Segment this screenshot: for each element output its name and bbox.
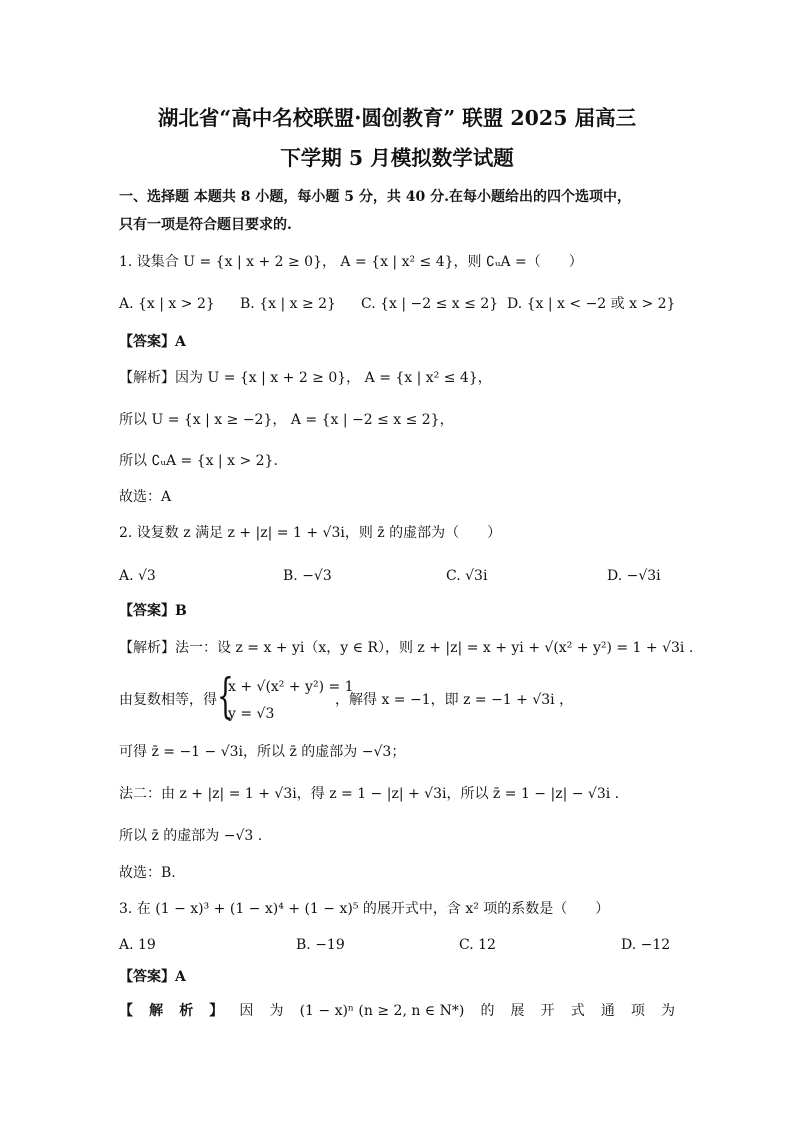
q2-conclusion: 故选：B.: [119, 865, 176, 881]
q3-option-b: B. −19: [296, 937, 345, 953]
explain-char: 式: [570, 1003, 585, 1019]
section-heading-line2: 只有一项是符合题目要求的.: [119, 217, 292, 233]
q2-explain-line3: 可得 z̄ = −1 − √3i，所以 z̄ 的虚部为 −√3；: [119, 744, 406, 760]
q3-option-a: A. 19: [119, 937, 156, 953]
q3-option-d: D. −12: [621, 937, 671, 953]
q1-option-d: D. {x | x < −2 或 x > 2}: [507, 296, 676, 312]
explain-char: 展: [510, 1003, 525, 1019]
q1-explain-line1: 【解析】因为 U = {x | x + 2 ≥ 0}， A = {x | x² ≤ 4}，: [119, 370, 492, 386]
explain-char: 开: [540, 1003, 555, 1019]
q1-stem: 1. 设集合 U = {x | x + 2 ≥ 0}， A = {x | x² ≤ 4}，则 ∁ᵤA =（ ）: [119, 254, 583, 270]
q2-option-d: D. −√3i: [607, 568, 661, 584]
q1-answer: 【答案】A: [119, 334, 186, 350]
q1-option-a: A. {x | x > 2}: [119, 296, 215, 312]
q1-option-c: C. {x | −2 ≤ x ≤ 2}: [361, 296, 499, 312]
explain-char: 解: [149, 1003, 164, 1019]
q2-explain-line4: 法二：由 z + |z| = 1 + √3i，得 z = 1 − |z| + √3i，所以 z̄ = 1 − |z| − √3i .: [119, 786, 620, 802]
explain-char: 项: [630, 1003, 645, 1019]
q1-explain-line3: 所以 ∁ᵤA = {x | x > 2}.: [119, 453, 278, 469]
explain-char: 为: [661, 1003, 675, 1019]
q3-explain-line1: [119, 1002, 675, 1020]
explain-char: 的: [480, 1003, 495, 1019]
q2-explain-prefix: 由复数相等，得: [119, 692, 217, 708]
explain-char: 析: [179, 1003, 194, 1019]
explain-char: 因: [239, 1003, 254, 1019]
q2-answer: 【答案】B: [119, 603, 187, 619]
equation-system-brace: {: [217, 668, 234, 724]
q1-explain-line2: 所以 U = {x | x ≥ −2}， A = {x | −2 ≤ x ≤ 2}，: [119, 412, 454, 428]
binomial-expression: (1 − x)ⁿ (n ≥ 2, n ∈ N*): [299, 1003, 465, 1019]
q1-option-b: B. {x | x ≥ 2}: [240, 296, 336, 312]
q2-option-c: C. √3i: [446, 568, 488, 584]
section-heading-line1: 一、选择题 本题共 8 小题，每小题 5 分，共 40 分.在每小题给出的四个选项中，: [119, 189, 631, 205]
q3-answer: 【答案】A: [119, 969, 186, 985]
q2-option-b: B. −√3: [283, 568, 332, 584]
q3-option-c: C. 12: [459, 937, 496, 953]
equation-system-line1: x + √(x² + y²) = 1: [228, 679, 354, 695]
explain-char: 为: [269, 1003, 284, 1019]
q3-stem: 3. 在 (1 − x)³ + (1 − x)⁴ + (1 − x)⁵ 的展开式中，含 x² 项的系数是（ ）: [119, 901, 610, 917]
page-title-line2: 下学期 5 月模拟数学试题: [280, 146, 514, 170]
q2-option-a: A. √3: [119, 568, 156, 584]
q2-stem: 2. 设复数 z 满足 z + |z| = 1 + √3i，则 z̄ 的虚部为（ ）: [119, 525, 502, 541]
bracket-close: 】: [209, 1003, 224, 1019]
q1-conclusion: 故选：A: [119, 489, 172, 505]
bracket-open: 【: [119, 1003, 133, 1019]
page-title-line1: 湖北省“高中名校联盟·圆创教育” 联盟 2025 届高三: [157, 106, 637, 130]
explain-char: 通: [600, 1003, 615, 1019]
q2-explain-line5: 所以 z̄ 的虚部为 −√3 .: [119, 828, 263, 844]
q2-explain-line1: 【解析】法一：设 z = x + yi（x，y ∈ R），则 z + |z| = x + yi + √(x² + y²) = 1 + √3i .: [119, 640, 694, 656]
equation-system-line2: y = √3: [228, 706, 275, 722]
q2-explain-suffix: ，解得 x = −1，即 z = −1 + √3i ，: [335, 692, 574, 708]
